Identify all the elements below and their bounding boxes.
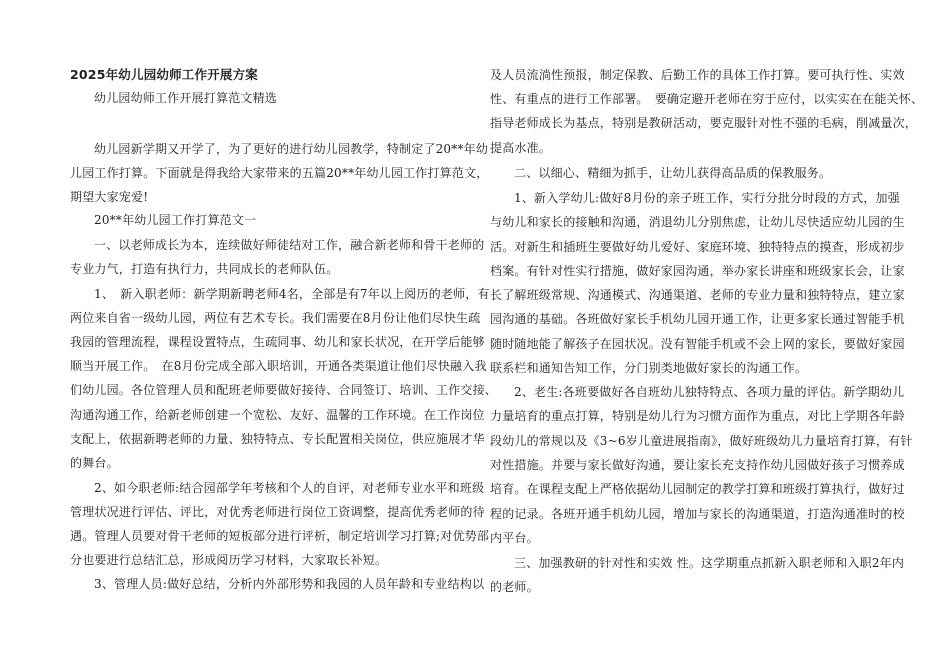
text-line: 对性措施。并要与家长做好沟通，要让家长充支持作幼儿园做好孩子习惯养成 bbox=[490, 458, 905, 472]
text-line: 1、新入学幼儿:做好8月份的亲子班工作，实行分批分时段的方式，加强 bbox=[514, 191, 900, 205]
text-line: 内平台。 bbox=[490, 531, 539, 545]
text-line: 顺当开展工作。 在8月份完成全部入职培训，开通各类渠道让他们尽快融入我 bbox=[70, 359, 487, 373]
text-line: 分也要进行总结汇总，形成阅历学习材料，大家取长补短。 bbox=[70, 553, 388, 567]
text-line: 力量培育的重点打算，特别是幼儿行为习惯方面作为重点，对比上学期各年龄 bbox=[490, 409, 905, 423]
text-line: 的老师。 bbox=[490, 580, 539, 594]
text-line: 档案。有针对性实行措施，做好家园沟通，举办家长讲座和班级家长会，让家 bbox=[490, 264, 905, 278]
text-line: 管理状况进行评估、评比，对优秀老师进行岗位工资调整，提高优秀老师的待 bbox=[70, 505, 485, 519]
text-line: 活。对新生和插班生要做好幼儿爱好、家庭环境、独特特点的摸查，形成初步 bbox=[490, 240, 905, 254]
text-line: 我园的管理流程，课程设置特点，生疏同事、幼儿和家长状况，在开学后能够 bbox=[70, 335, 485, 349]
text-line: 两位来自省一级幼儿园，两位有艺术专长。我们需要在8月份让他们尽快生疏 bbox=[70, 311, 481, 325]
text-line: 幼儿园幼师工作开展打算范文精选 bbox=[94, 91, 278, 105]
text-line: 的舞台。 bbox=[70, 456, 119, 470]
text-line: 期望大家宠爱! bbox=[70, 190, 149, 204]
text-line: 20**年幼儿园工作打算范文一 bbox=[94, 213, 257, 227]
text-line: 2、老生:各班要做好各自班幼儿独特特点、各项力量的评估。新学期幼儿 bbox=[514, 385, 905, 399]
text-line: 联系栏和通知告知工作，分门别类地做好家长的沟通工作。 bbox=[490, 361, 808, 375]
text-line: 们幼儿园。各位管理人员和配班老师要做好接待、合同签订、培训、工作交接、 bbox=[70, 383, 498, 397]
text-line: 长了解班级常规、沟通模式、沟通渠道、老师的专业力量和独特特点，建立家 bbox=[490, 288, 905, 302]
text-line: 2、如今职老师:结合园部学年考核和个人的自评，对老师专业水平和班级 bbox=[94, 481, 485, 495]
text-line: 专业力气，打造有执行力，共同成长的老师队伍。 bbox=[70, 262, 339, 276]
text-line: 性、有重点的进行工作部署。 要确定避开老师在穷于应付，以实实在在能关怀、 bbox=[490, 92, 924, 106]
text-line: 幼儿园新学期又开学了，为了更好的进行幼儿园教学，特制定了20**年幼 bbox=[94, 142, 489, 156]
text-line: 儿园工作打算。下面就是得我给大家带来的五篇20**年幼儿园工作打算范文， bbox=[70, 166, 489, 180]
text-line: 沟通沟通工作，给新老师创建一个宽松、友好、温馨的工作环境。在工作岗位 bbox=[70, 408, 485, 422]
text-line: 一、以老师成长为本，连续做好师徒结对工作，融合新老师和骨干老师的 bbox=[94, 238, 485, 252]
text-line: 提高水准。 bbox=[490, 141, 552, 155]
text-line: 3、管理人员:做好总结，分析内外部形势和我园的人员年龄和专业结构以 bbox=[94, 577, 485, 591]
text-line: 1、 新入职老师：新学期新聘老师4名，全部是有7年以上阅历的老师，有 bbox=[94, 287, 490, 301]
text-line: 三、加强教研的针对性和实效 性。这学期重点抓新入职老师和入职2年内 bbox=[514, 556, 905, 570]
document-title: 2025年幼儿园幼师工作开展方案 bbox=[70, 67, 258, 82]
text-line: 培育。在课程支配上严格依据幼儿园制定的教学打算和班级打算执行，做好过 bbox=[490, 482, 905, 496]
text-line: 二、以细心、精细为抓手，让幼儿获得高品质的保教服务。 bbox=[514, 166, 832, 180]
text-line: 与幼儿和家长的接触和沟通，消退幼儿分别焦虑，让幼儿尽快适应幼儿园的生 bbox=[490, 215, 905, 229]
text-line: 园沟通的基础。各班做好家长手机幼儿园开通工作，让更多家长通过智能手机 bbox=[490, 312, 905, 326]
text-line: 及人员流淌性预报，制定保教、后勤工作的具体工作打算。要可执行性、实效 bbox=[490, 68, 905, 82]
text-line: 指导老师成长为基点，特别是教研活动，要克服针对性不强的毛病，削减量次， bbox=[490, 116, 918, 130]
text-line: 随时随地能了解孩子在园状况。没有智能手机或不会上网的家长，要做好家园 bbox=[490, 337, 905, 351]
text-line: 遇。管理人员要对骨干老师的短板部分进行评析，制定培训学习打算;对优势部 bbox=[70, 529, 490, 543]
text-line: 支配上，依据新聘老师的力量、独特特点、专长配置相关岗位，供应施展才华 bbox=[70, 432, 485, 446]
text-line: 程的记录。各班开通手机幼儿园，增加与家长的沟通渠道，打造沟通准时的校 bbox=[490, 507, 905, 521]
text-line: 段幼儿的常规以及《3~6岁儿童进展指南》，做好班级幼儿力量培育打算，有针 bbox=[490, 434, 913, 448]
